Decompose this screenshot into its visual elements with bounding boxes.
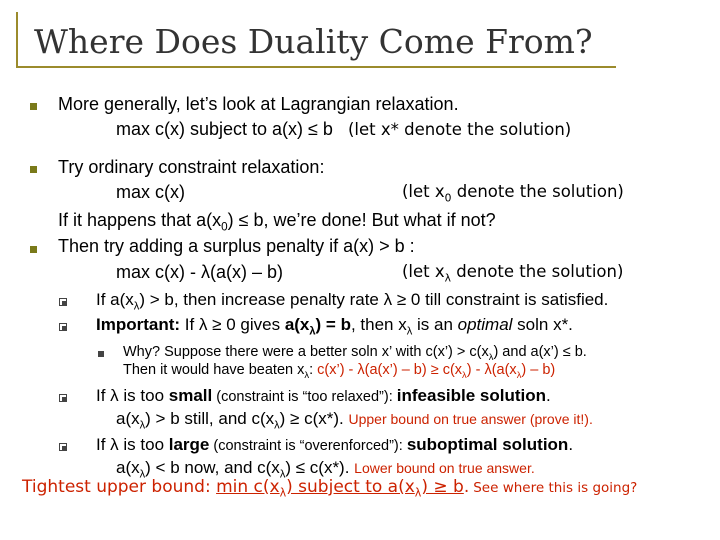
paragraph-sub: 0 [221,220,228,234]
formula-2-note-a: (let x [402,182,445,201]
paragraph-b: ) ≤ b, we’re done! But what if not? [227,210,496,230]
bullet-2-text [58,157,324,178]
sub-4-g: λ [139,468,146,481]
sub-bullet-square-icon [59,323,67,331]
sub-3-infeasible: infeasible solution [396,386,547,405]
formula-2-objective: max c(x) [116,182,185,202]
sub-2-h: is an [412,315,458,334]
why-2-ineq-c: ) – b) [521,362,556,378]
sub-3-e: . [546,386,551,405]
footer-d: ) subject to a(x [286,477,415,497]
title-frame-vertical [16,12,18,68]
sub-4-h: ) < b now, and c(x [145,458,280,477]
bullet-1-label: More generally, let’s look at Lagrangian relaxation. [58,94,459,114]
bullet-1-text [58,94,459,115]
sub-2-optimal: optimal [457,315,513,334]
sub-2-j: soln x*. [512,315,573,334]
sub-3-j: ) ≥ c(x*). [279,409,349,428]
bullet-square-icon [30,166,37,173]
formula-3 [116,262,283,283]
formula-1-note: (let x* denote the solution) [347,120,572,139]
sub-3-upper-bound: Upper bound on true answer (prove it!). [348,411,593,427]
sub-3-f: a(x [116,409,140,428]
formula-2-note-b: denote the solution) [451,182,624,201]
why-2-b: : [309,362,314,378]
bullet-square-icon [30,246,37,253]
formula-3-note-b: denote the solution) [451,262,624,281]
slide-title: Where Does Duality Come From? [34,22,593,61]
sub-2-important: Important: [96,315,181,334]
why-line-1 [123,344,587,362]
sub-3-i: λ [274,419,280,432]
sub-4-lower-bound: Lower bound on true answer. [354,460,535,476]
sub-3-g: λ [139,419,146,432]
tightest-bound-line [22,477,637,499]
bullet-square-icon [30,103,37,110]
sub-1-a: If a(x [96,290,134,309]
sub-4-large: large [168,435,210,454]
sub-4-a: If λ is too [96,435,169,454]
sub-2-c: a(x [284,315,310,334]
why-2-ineq-b: ) - λ(a(x [466,362,517,378]
sub-2-d: λ [309,325,316,338]
paragraph-if-happens [58,210,496,234]
footer-a: Tightest upper bound: [22,477,217,497]
why-1-b: ) and a(x’) ≤ b. [493,344,587,360]
why-line-2 [123,362,555,380]
why-2-ineq-a: c(x’) - λ(a(x’) – b) ≥ c(x [313,362,463,378]
sub-bullet-4 [96,435,573,455]
sub-bullet-square-icon [59,394,67,402]
sub-bullet-square-icon [59,298,67,306]
sub-2-b: If λ ≥ 0 gives [180,315,285,334]
footer-b: min c(x [216,477,280,497]
sub-3-h: ) > b still, and c(x [145,409,275,428]
footer-g: . [463,477,470,497]
why-2-ineq-sub1: λ [462,368,467,380]
sub-2-g: λ [406,325,413,338]
sub-4-i: λ [279,468,286,481]
formula-2-note [402,182,624,204]
paragraph-a: If it happens that a(x [58,210,222,230]
footer-underlined [216,477,464,500]
formula-1 [116,119,571,140]
title-frame-horizontal [16,66,616,68]
footer-f: ) ≥ b [421,477,464,497]
sub-bullet-square-icon [59,443,67,451]
sub-bullet-3 [96,386,551,406]
sub-4-suboptimal: suboptimal solution [406,435,569,454]
formula-1-objective: max c(x) subject to a(x) ≤ b [116,119,333,139]
formula-3-objective: max c(x) - λ(a(x) – b) [116,262,284,282]
bullet-3-label: Then try adding a surplus penalty if a(x) > b : [58,236,415,256]
sub-1-sub: λ [133,300,140,313]
sub-bullet-3-cont [116,409,593,431]
sub-1-b: ) > b, then increase penalty rate λ ≥ 0 till constraint is satisfied. [139,290,609,309]
sub-4-j: ) ≤ c(x*). [285,458,355,477]
sub-4-f: a(x [116,458,140,477]
bullet-2-label: Try ordinary constraint relaxation: [58,157,325,177]
why-1-sub: λ [488,350,494,362]
formula-3-note-sub: λ [444,271,451,285]
why-2-ineq-sub2: λ [516,368,522,380]
formula-2-note-sub: 0 [444,191,452,205]
why-1-a: Why? Suppose there were a better soln x’ with c(x’) > c(x [123,344,489,360]
formula-3-note [402,262,623,284]
footer-c: λ [279,486,287,500]
sub-3-a: If λ is too [96,386,169,405]
sub-bullet-1 [96,290,608,312]
formula-2 [116,182,185,203]
bullet-3-text [58,236,415,257]
sub-2-f: , then x [350,315,407,334]
sub-4-e: . [568,435,574,454]
why-2-inequality [313,362,555,378]
bullet-square-icon [98,351,104,357]
sub-2-e: ) = b [315,315,351,334]
footer-e: λ [414,486,422,500]
why-2-a: Then it would have beaten x [123,362,305,378]
sub-4-c: (constraint is “overenforced”): [209,438,407,454]
sub-3-small: small [168,386,213,405]
sub-bullet-2 [96,315,573,337]
sub-3-c: (constraint is “too relaxed”): [212,389,397,405]
footer-see-where: See where this is going? [473,480,638,496]
why-2-sub: λ [304,368,310,380]
formula-3-note-a: (let x [402,262,445,281]
